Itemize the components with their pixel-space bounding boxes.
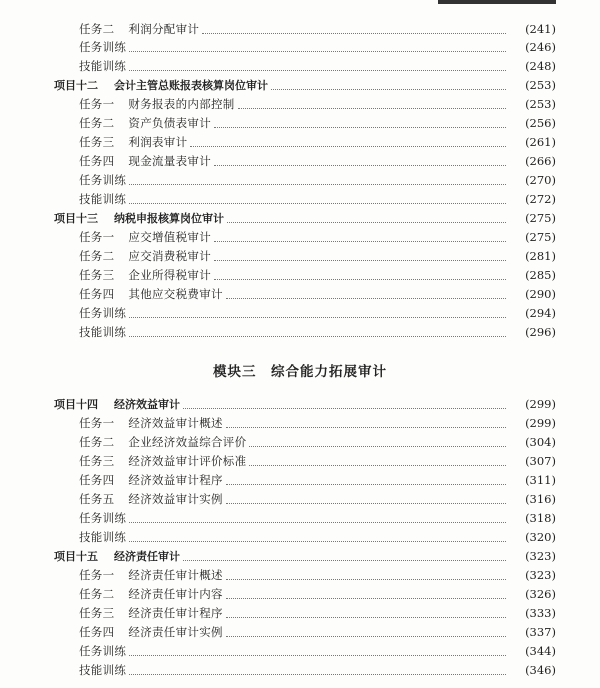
entry-text: [79, 266, 211, 285]
entry-title: 财务报表的内部控制: [128, 97, 235, 111]
entry-number: 项目十三: [54, 212, 98, 225]
toc-task-entry[interactable]: [0, 20, 600, 39]
dot-leader: [214, 240, 506, 242]
dot-leader: [214, 278, 506, 280]
dot-leader: [249, 445, 506, 447]
entry-title: 技能训练: [79, 59, 127, 73]
toc-task-entry[interactable]: [0, 285, 600, 304]
toc-task-entry[interactable]: [0, 566, 600, 585]
dot-leader: [183, 407, 506, 409]
dot-leader: [202, 32, 506, 34]
entry-title: 经济责任审计内容: [128, 587, 223, 601]
dot-leader: [129, 654, 506, 656]
toc-project-entry[interactable]: [0, 395, 600, 414]
entry-text: [79, 566, 223, 585]
entry-number: 任务三: [79, 135, 115, 149]
entry-title: 经济责任审计概述: [128, 568, 223, 582]
page-number: (275): [525, 211, 556, 225]
dot-leader: [129, 316, 506, 318]
page-number: (323): [525, 549, 556, 563]
dot-leader: [226, 635, 506, 637]
entry-title: 任务训练: [79, 511, 127, 525]
entry-text: [79, 323, 126, 342]
entry-title: 资产负债表审计: [128, 116, 212, 130]
entry-title: 经济责任审计程序: [128, 606, 223, 620]
toc-task-entry[interactable]: [0, 266, 600, 285]
toc-project-entry[interactable]: [0, 209, 600, 228]
toc-training-entry[interactable]: [0, 661, 600, 680]
toc-task-entry[interactable]: [0, 414, 600, 433]
entry-text: [79, 57, 126, 76]
toc-task-entry[interactable]: [0, 471, 600, 490]
page-number: (337): [525, 625, 556, 639]
entry-title: 技能训练: [79, 192, 127, 206]
entry-text: [79, 38, 126, 57]
entry-title: 利润表审计: [128, 135, 188, 149]
toc-task-entry[interactable]: [0, 152, 600, 171]
entry-title: 企业所得税审计: [128, 268, 212, 282]
entry-title: 利润分配审计: [128, 22, 200, 36]
dot-leader: [271, 88, 506, 90]
module-heading: 模块三 综合能力拓展审计: [213, 364, 387, 380]
page-number: (253): [525, 97, 556, 111]
page-number: (270): [525, 173, 556, 187]
dot-leader: [129, 50, 506, 52]
entry-text: [79, 20, 199, 39]
toc-task-entry[interactable]: [0, 585, 600, 604]
page-number: (248): [525, 59, 556, 73]
toc-task-entry[interactable]: [0, 95, 600, 114]
page-number: (281): [525, 249, 556, 263]
entry-number: 任务四: [79, 154, 115, 168]
entry-title: 任务训练: [79, 173, 127, 187]
page-number: (344): [525, 644, 556, 658]
entry-title: 现金流量表审计: [128, 154, 212, 168]
page-number: (272): [525, 192, 556, 206]
dot-leader: [226, 426, 506, 428]
dot-leader: [129, 69, 506, 71]
entry-title: 任务训练: [79, 644, 127, 658]
toc-task-entry[interactable]: [0, 623, 600, 642]
dot-leader: [190, 145, 506, 147]
page-number: (261): [525, 135, 556, 149]
entry-number: 任务四: [79, 473, 115, 487]
entry-text: [79, 585, 223, 604]
entry-title: 技能训练: [79, 530, 127, 544]
page-number: (294): [525, 306, 556, 320]
page-number: (266): [525, 154, 556, 168]
dot-leader: [129, 673, 506, 675]
dot-leader: [226, 483, 506, 485]
page-number: (304): [525, 435, 556, 449]
dot-leader: [249, 464, 506, 466]
entry-number: 任务三: [79, 268, 115, 282]
toc-task-entry[interactable]: [0, 114, 600, 133]
entry-number: 项目十五: [54, 550, 98, 563]
entry-text: [79, 228, 211, 247]
entry-text: [79, 95, 235, 114]
entry-number: 任务二: [79, 22, 115, 36]
entry-number: 项目十二: [54, 79, 98, 92]
entry-text: [79, 509, 126, 528]
entry-title: 技能训练: [79, 325, 127, 339]
entry-text: [79, 528, 126, 547]
entry-title: 会计主管总账报表核算岗位审计: [114, 79, 268, 92]
entry-title: 技能训练: [79, 663, 127, 677]
entry-number: 任务三: [79, 606, 115, 620]
page-number: (290): [525, 287, 556, 301]
entry-text: [79, 661, 126, 680]
toc-task-entry[interactable]: [0, 133, 600, 152]
entry-text: [79, 190, 126, 209]
page-number: (253): [525, 78, 556, 92]
entry-number: 任务一: [79, 416, 115, 430]
dot-leader: [226, 502, 506, 504]
entry-text: [79, 433, 246, 452]
toc-training-entry[interactable]: [0, 57, 600, 76]
entry-text: [79, 304, 126, 323]
toc-training-entry[interactable]: [0, 323, 600, 342]
entry-number: 项目十四: [54, 398, 98, 411]
page-number: (346): [525, 663, 556, 677]
page-number: (326): [525, 587, 556, 601]
page-number: (323): [525, 568, 556, 582]
toc-training-entry[interactable]: [0, 304, 600, 323]
page-number: (333): [525, 606, 556, 620]
dot-leader: [129, 521, 506, 523]
page-number: (316): [525, 492, 556, 506]
entry-title: 经济效益审计评价标准: [128, 454, 247, 468]
entry-number: 任务四: [79, 625, 115, 639]
toc-training-entry[interactable]: [0, 190, 600, 209]
toc-project-entry[interactable]: [0, 76, 600, 95]
entry-number: 任务二: [79, 116, 115, 130]
entry-text: [79, 171, 126, 190]
page-number: (241): [525, 22, 556, 36]
page-number: (285): [525, 268, 556, 282]
toc-training-entry[interactable]: [0, 642, 600, 661]
entry-text: [79, 623, 223, 642]
entry-number: 任务二: [79, 435, 115, 449]
page-number: (299): [525, 416, 556, 430]
entry-text: [79, 133, 187, 152]
dot-leader: [226, 578, 506, 580]
entry-text: [79, 414, 223, 433]
entry-title: 应交消费税审计: [128, 249, 212, 263]
toc-training-entry[interactable]: [0, 171, 600, 190]
entry-text: [79, 114, 211, 133]
entry-text: [79, 152, 211, 171]
entry-number: 任务一: [79, 97, 115, 111]
entry-title: 经济效益审计实例: [128, 492, 223, 506]
dot-leader: [129, 183, 506, 185]
entry-text: [54, 76, 268, 95]
page-number: (311): [525, 473, 556, 487]
toc-project-entry[interactable]: [0, 547, 600, 566]
dot-leader: [226, 616, 506, 618]
page-number: (296): [525, 325, 556, 339]
entry-number: 任务三: [79, 454, 115, 468]
dot-leader: [238, 107, 506, 109]
entry-text: [54, 395, 180, 414]
toc-task-entry[interactable]: [0, 452, 600, 471]
dot-leader: [214, 126, 506, 128]
dot-leader: [226, 297, 506, 299]
entry-title: 企业经济效益综合评价: [128, 435, 247, 449]
page-number: (318): [525, 511, 556, 525]
entry-number: 任务一: [79, 568, 115, 582]
entry-text: [54, 209, 224, 228]
toc-training-entry[interactable]: [0, 38, 600, 57]
page-number: (246): [525, 40, 556, 54]
entry-title: 应交增值税审计: [128, 230, 212, 244]
toc-training-entry[interactable]: [0, 509, 600, 528]
dot-leader: [214, 259, 506, 261]
entry-text: [79, 604, 223, 623]
dot-leader: [129, 540, 506, 542]
entry-title: 任务训练: [79, 306, 127, 320]
page-number: (299): [525, 397, 556, 411]
dot-leader: [129, 335, 506, 337]
entry-text: [54, 547, 180, 566]
toc-task-entry[interactable]: [0, 228, 600, 247]
entry-title: 经济效益审计: [114, 398, 180, 411]
entry-text: [79, 642, 126, 661]
entry-title: 经济责任审计实例: [128, 625, 223, 639]
toc-task-entry[interactable]: [0, 247, 600, 266]
entry-title: 任务训练: [79, 40, 127, 54]
entry-text: [79, 247, 211, 266]
dot-leader: [214, 164, 506, 166]
page-number: (320): [525, 530, 556, 544]
entry-title: 经济责任审计: [114, 550, 180, 563]
toc-task-entry[interactable]: [0, 490, 600, 509]
entry-text: [79, 452, 246, 471]
dot-leader: [183, 559, 506, 561]
entry-title: 纳税申报核算岗位审计: [114, 212, 224, 225]
entry-number: 任务五: [79, 492, 115, 506]
dot-leader: [129, 202, 506, 204]
entry-text: [79, 285, 223, 304]
page-number: (256): [525, 116, 556, 130]
page-number: (275): [525, 230, 556, 244]
dot-leader: [227, 221, 506, 223]
page-number: (307): [525, 454, 556, 468]
entry-number: 任务四: [79, 287, 115, 301]
dot-leader: [226, 597, 506, 599]
toc-task-entry[interactable]: [0, 433, 600, 452]
entry-title: 经济效益审计程序: [128, 473, 223, 487]
toc-task-entry[interactable]: [0, 604, 600, 623]
entry-number: 任务二: [79, 587, 115, 601]
entry-title: 经济效益审计概述: [128, 416, 223, 430]
entry-text: [79, 471, 223, 490]
entry-text: [79, 490, 223, 509]
entry-number: 任务一: [79, 230, 115, 244]
entry-title: 其他应交税费审计: [128, 287, 223, 301]
entry-number: 任务二: [79, 249, 115, 263]
toc-training-entry[interactable]: [0, 528, 600, 547]
